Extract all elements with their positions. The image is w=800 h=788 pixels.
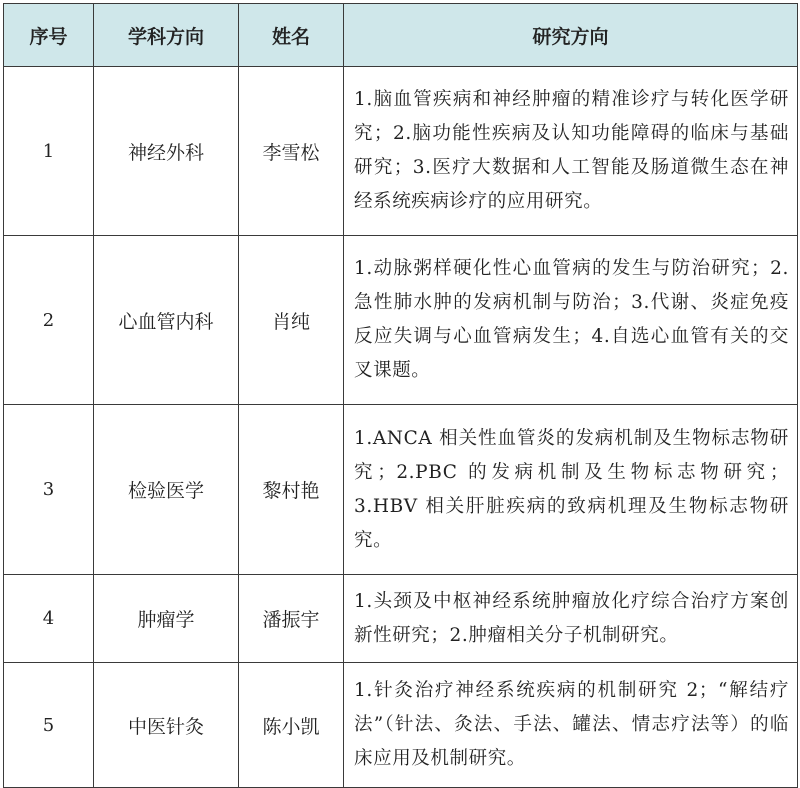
header-research: 研究方向: [344, 4, 798, 67]
row-name: 肖纯: [239, 236, 344, 405]
table-row: [4, 405, 798, 575]
row-name: 黎村艳: [239, 405, 344, 575]
row-subject: 检验医学: [94, 405, 239, 575]
row-subject: 中医针灸: [94, 663, 239, 788]
row-research: 1.针灸治疗神经系统疾病的机制研究 2；“解结疗法”（针法、灸法、手法、罐法、情志疗法等）的临床应用及机制研究。: [344, 663, 798, 788]
row-research: 1.脑血管疾病和神经肿瘤的精准诊疗与转化医学研究；2.脑功能性疾病及认知功能障碍的临床与基础研究；3.医疗大数据和人工智能及肠道微生态在神经系统疾病诊疗的应用研究。: [344, 67, 798, 236]
row-name: 潘振宇: [239, 575, 344, 663]
table-row: [4, 575, 798, 663]
research-directions-table: [3, 3, 798, 788]
row-name: 陈小凯: [239, 663, 344, 788]
row-no: 2: [4, 236, 94, 405]
header-subject: 学科方向: [94, 4, 239, 67]
row-research: 1.ANCA 相关性血管炎的发病机制及生物标志物研究；2.PBC 的发病机制及生物标志物研究；3.HBV 相关肝脏疾病的致病机理及生物标志物研究。: [344, 405, 798, 575]
table-row: [4, 236, 798, 405]
row-no: 1: [4, 67, 94, 236]
row-no: 3: [4, 405, 94, 575]
table-row: [4, 67, 798, 236]
document-page: [3, 3, 797, 775]
table-header: [4, 4, 798, 67]
row-subject: 神经外科: [94, 67, 239, 236]
row-no: 4: [4, 575, 94, 663]
row-research: 1.动脉粥样硬化性心血管病的发生与防治研究；2.急性肺水肿的发病机制与防治；3.代谢、炎症免疫反应失调与心血管病发生；4.自选心血管有关的交叉课题。: [344, 236, 798, 405]
table-body: [4, 67, 798, 788]
header-row: [4, 4, 798, 67]
header-name: 姓名: [239, 4, 344, 67]
row-subject: 肿瘤学: [94, 575, 239, 663]
row-no: 5: [4, 663, 94, 788]
table-row: [4, 663, 798, 788]
row-subject: 心血管内科: [94, 236, 239, 405]
row-research: 1.头颈及中枢神经系统肿瘤放化疗综合治疗方案创新性研究；2.肿瘤相关分子机制研究。: [344, 575, 798, 663]
row-name: 李雪松: [239, 67, 344, 236]
header-no: 序号: [4, 4, 94, 67]
